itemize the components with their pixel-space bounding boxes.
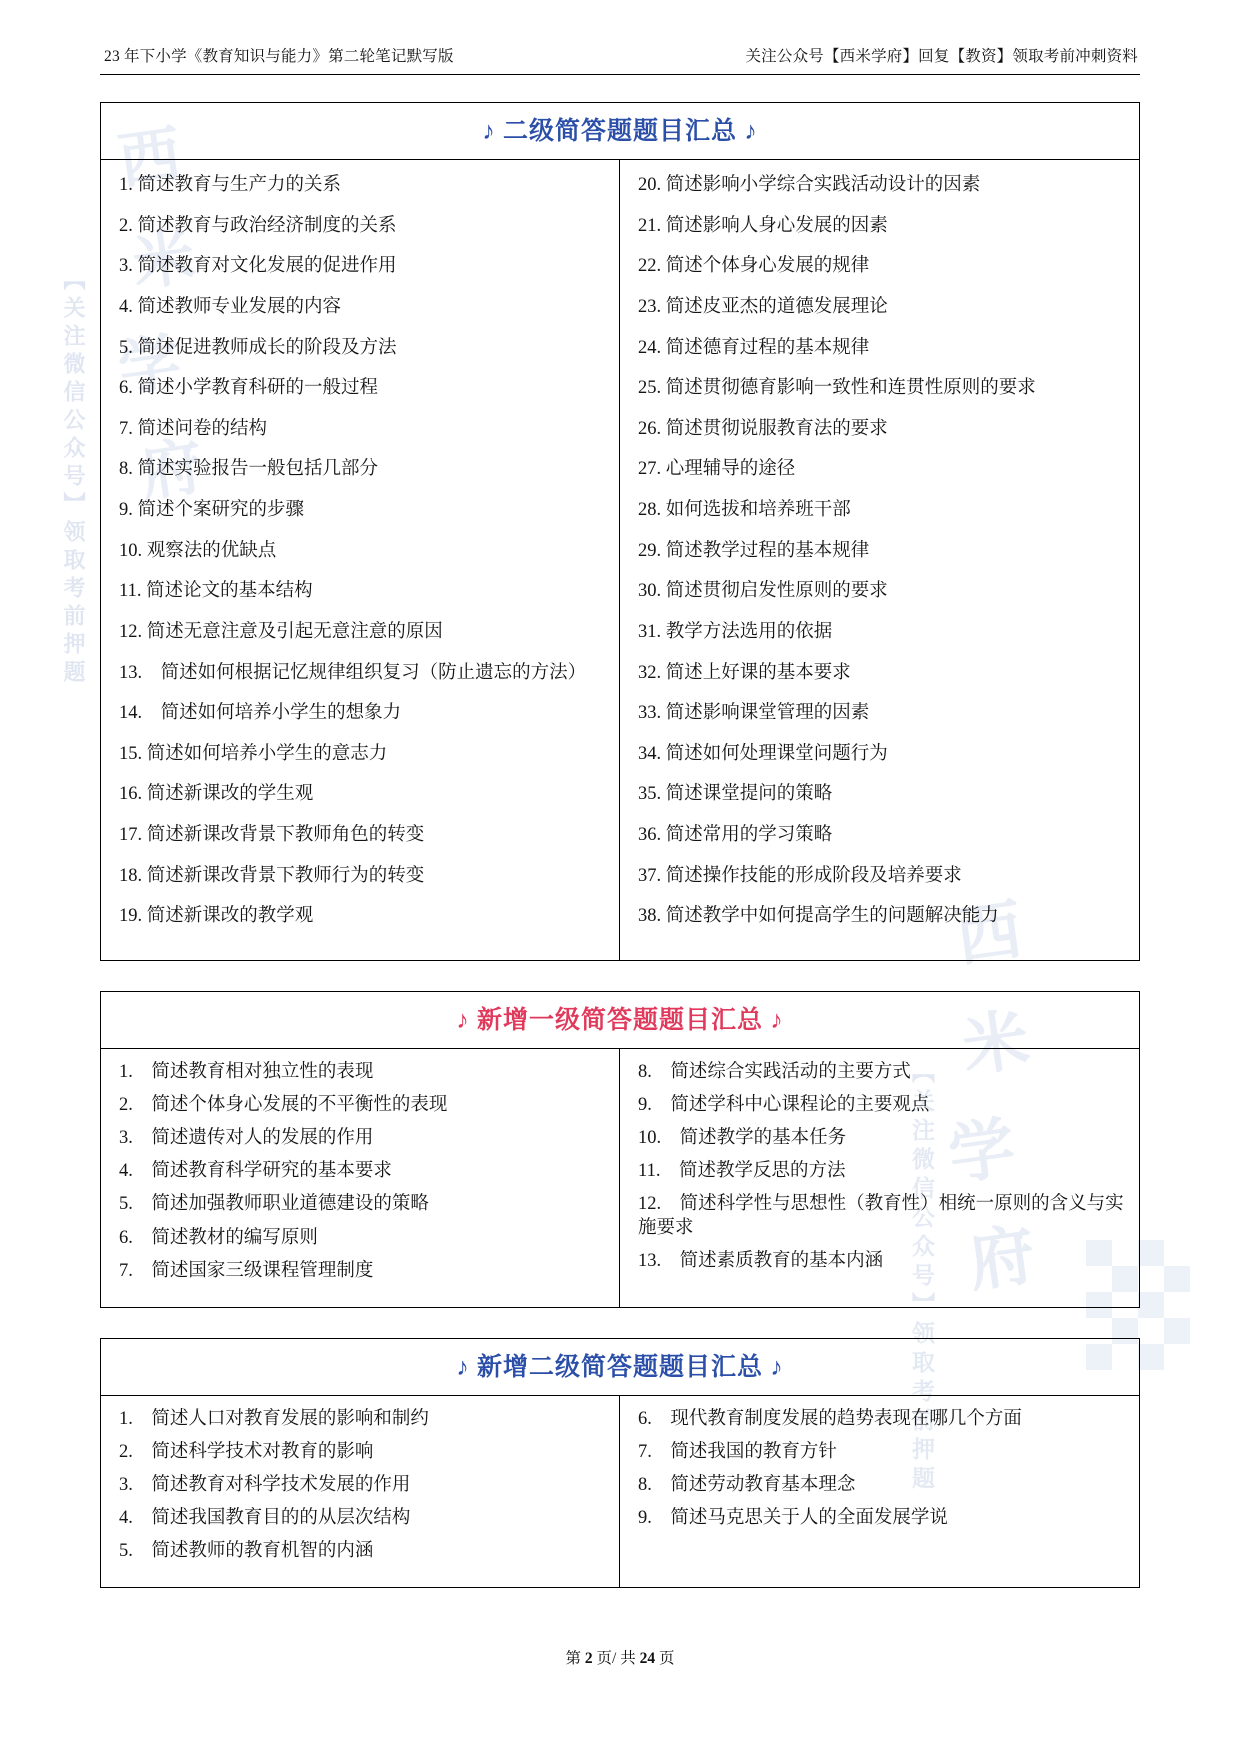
footer-middle: 页/ 共 — [596, 1650, 636, 1667]
list-item: 26. 简述贯彻说服教育法的要求 — [638, 418, 888, 439]
list-item: 38. 简述教学中如何提高学生的问题解决能力 — [638, 906, 999, 927]
list-item: 13. 简述如何根据记忆规律组织复习（防止遗忘的方法） — [119, 662, 587, 683]
list-item: 31. 教学方法选用的依据 — [638, 621, 833, 642]
list-item: 3. 简述教育对文化发展的促进作用 — [119, 256, 397, 277]
footer-prefix: 第 — [565, 1650, 582, 1667]
list-item: 9. 简述个案研究的步骤 — [119, 500, 305, 520]
section-3-right-column — [620, 1396, 1139, 1588]
section-1-left-column — [101, 160, 620, 960]
header-left-text: 23 年下小学《教育知识与能力》第二轮笔记默写版 — [104, 48, 454, 65]
list-item: 32. 简述上好课的基本要求 — [638, 662, 851, 683]
list-item: 20. 简述影响小学综合实践活动设计的因素 — [638, 175, 981, 195]
list-item: 24. 简述德育过程的基本规律 — [638, 337, 870, 358]
section-3-left-column — [101, 1396, 620, 1588]
list-item: 9. 简述学科中心课程论的主要观点 — [638, 1095, 930, 1115]
watermark-char-xue: 学 — [114, 328, 186, 405]
list-item: 12. 简述科学性与思想性（教育性）相统一原则的含义与实施要求 — [638, 1194, 1124, 1238]
list-item: 1. 简述教育与生产力的关系 — [119, 175, 342, 195]
section-1-right-column — [620, 160, 1139, 960]
section-secondary-short-answer — [100, 102, 1140, 961]
section-2-title: ♪ 新增一级简答题题目汇总 ♪ — [456, 1006, 784, 1034]
list-item: 30. 简述贯彻启发性原则的要求 — [638, 581, 888, 602]
watermark-vertical-right: 【关注微信公众号】领取考前押题 — [909, 1060, 934, 1495]
list-item: 16. 简述新课改的学生观 — [119, 784, 314, 805]
list-item: 11. 简述论文的基本结构 — [119, 581, 313, 602]
list-item: 7. 简述问卷的结构 — [119, 418, 268, 439]
section-2-right-column — [620, 1049, 1139, 1307]
list-item: 25. 简述贯彻德育影响一致性和连贯性原则的要求 — [638, 378, 1036, 399]
list-item: 13. 简述素质教育的基本内涵 — [638, 1250, 884, 1271]
watermark-char-fu: 府 — [136, 432, 208, 509]
list-item: 3. 简述教育对科学技术发展的作用 — [119, 1475, 411, 1495]
section-new-primary-short-answer — [100, 991, 1140, 1308]
section-3-columns — [101, 1396, 1139, 1588]
list-item: 10. 简述教学的基本任务 — [638, 1128, 847, 1149]
list-item: 7. 简述国家三级课程管理制度 — [119, 1260, 374, 1281]
section-1-title: ♪ 二级简答题题目汇总 ♪ — [482, 118, 758, 145]
list-item: 11. 简述教学反思的方法 — [638, 1161, 846, 1182]
list-item: 15. 简述如何培养小学生的意志力 — [119, 743, 388, 764]
list-item: 8. 简述劳动教育基本理念 — [638, 1475, 856, 1495]
watermark-char-xue-2: 学 — [944, 1111, 1020, 1194]
list-item: 5. 简述教师的教育机智的内涵 — [119, 1541, 374, 1562]
list-item: 27. 心理辅导的途径 — [638, 459, 796, 480]
list-item: 6. 简述小学教育科研的一般过程 — [119, 378, 379, 399]
list-item: 10. 观察法的优缺点 — [119, 540, 277, 561]
list-item: 4. 简述教育科学研究的基本要求 — [119, 1161, 392, 1182]
list-item: 6. 简述教材的编写原则 — [119, 1227, 318, 1248]
list-item: 37. 简述操作技能的形成阶段及培养要求 — [638, 865, 962, 886]
watermark-vertical-left: 【关注微信公众号】领取考前押题 — [61, 268, 86, 688]
section-2-columns — [101, 1049, 1139, 1307]
list-item: 6. 现代教育制度发展的趋势表现在哪几个方面 — [638, 1408, 1022, 1429]
list-item: 18. 简述新课改背景下教师行为的转变 — [119, 865, 425, 886]
list-item: 12. 简述无意注意及引起无意注意的原因 — [119, 621, 443, 642]
list-item: 1. 简述人口对教育发展的影响和制约 — [119, 1408, 429, 1429]
list-item: 34. 简述如何处理课堂问题行为 — [638, 743, 888, 764]
list-item: 5. 简述加强教师职业道德建设的策略 — [119, 1194, 429, 1215]
header-divider — [100, 74, 1140, 75]
section-2-left-column — [101, 1049, 620, 1307]
page-footer — [0, 1646, 1240, 1668]
list-item: 1. 简述教育相对独立性的表现 — [119, 1061, 374, 1082]
footer-suffix: 页 — [658, 1650, 675, 1667]
list-item: 4. 简述教师专业发展的内容 — [119, 296, 342, 317]
list-item: 17. 简述新课改背景下教师角色的转变 — [119, 825, 425, 845]
section-1-columns — [101, 160, 1139, 960]
section-new-secondary-short-answer — [100, 1338, 1140, 1589]
list-item: 14. 简述如何培养小学生的想象力 — [119, 703, 402, 724]
list-item: 4. 简述我国教育目的的从层次结构 — [119, 1508, 411, 1529]
watermark-char-xi-2: 西 — [951, 893, 1027, 976]
list-item: 29. 简述教学过程的基本规律 — [638, 540, 870, 561]
footer-page-number: 2 — [584, 1650, 593, 1667]
watermark-char-xi: 西 — [114, 120, 186, 197]
watermark-char-mi-2: 米 — [958, 1003, 1034, 1086]
list-item: 8. 简述实验报告一般包括几部分 — [119, 459, 379, 480]
watermark-char-mi: 米 — [128, 222, 200, 299]
list-item: 19. 简述新课改的教学观 — [119, 906, 314, 927]
list-item: 5. 简述促进教师成长的阶段及方法 — [119, 337, 397, 358]
watermark-char-fu-2: 府 — [964, 1218, 1040, 1301]
list-item: 2. 简述教育与政治经济制度的关系 — [119, 215, 397, 236]
list-item: 2. 简述科学技术对教育的影响 — [119, 1441, 374, 1462]
list-item: 9. 简述马克思关于人的全面发展学说 — [638, 1508, 948, 1529]
list-item: 3. 简述遗传对人的发展的作用 — [119, 1128, 374, 1149]
section-3-title: ♪ 新增二级简答题题目汇总 ♪ — [456, 1353, 784, 1381]
list-item: 23. 简述皮亚杰的道德发展理论 — [638, 296, 888, 317]
list-item: 35. 简述课堂提问的策略 — [638, 784, 833, 805]
running-header — [100, 44, 1140, 66]
header-right-text: 关注公众号【西米学府】回复【教资】领取考前冲刺资料 — [745, 48, 1138, 65]
list-item: 21. 简述影响人身心发展的因素 — [638, 215, 888, 236]
list-item: 2. 简述个体身心发展的不平衡性的表现 — [119, 1095, 448, 1115]
list-item: 28. 如何选拔和培养班干部 — [638, 500, 851, 520]
list-item: 7. 简述我国的教育方针 — [638, 1441, 837, 1462]
list-item: 22. 简述个体身心发展的规律 — [638, 256, 870, 277]
list-item: 33. 简述影响课堂管理的因素 — [638, 703, 870, 724]
list-item: 36. 简述常用的学习策略 — [638, 825, 833, 845]
list-item: 8. 简述综合实践活动的主要方式 — [638, 1061, 911, 1082]
footer-total-pages: 24 — [639, 1650, 656, 1667]
